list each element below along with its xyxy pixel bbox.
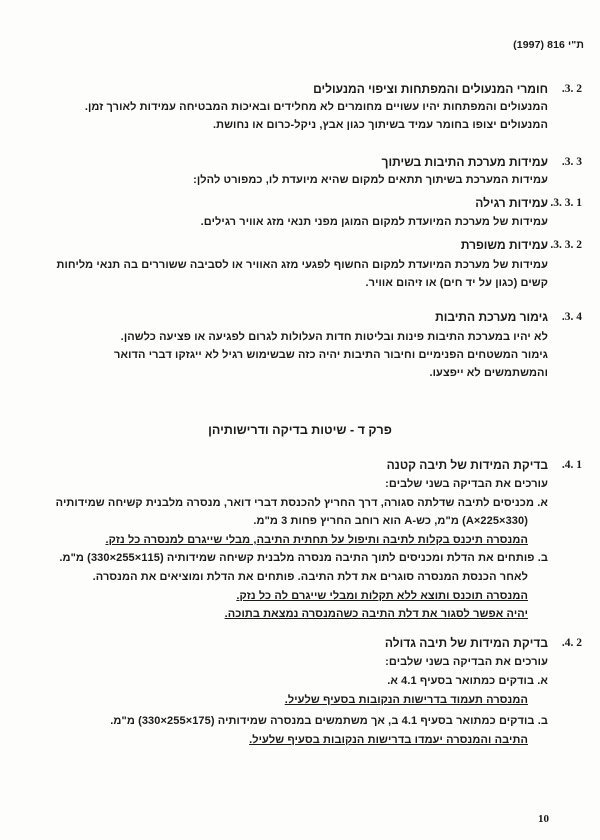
- requirement-line: המנסרה תעמוד בדרישות הנקובות בסעיף שלעיל.: [284, 694, 528, 706]
- requirement-line: התיבה והמנסרה יעמדו בדרישות הנקובות בסעיף שלעיל.: [249, 734, 528, 746]
- standard-header: ת"י 816 (1997): [513, 39, 584, 51]
- body-line: גימור המשטחים הפנימיים וחיבור התיבות יהיה כזה שבשימוש רגיל לא ייגזקו דברי הדואר: [114, 349, 548, 361]
- body-line: המנעולים יצופו בחומר עמיד בשיתוך כגון אבץ, ניקל-כרום או נחושת.: [212, 119, 548, 131]
- section-number-4-1: .4. 1: [561, 459, 582, 471]
- section-title-3-2: חומרי המנעולים והמפתחות וציפוי המנעולים: [313, 82, 548, 96]
- section-number-3-4: .3. 4: [561, 311, 582, 323]
- body-line: לא יהיו במערכת התיבות פינות ובליטות חדות העלולות לגרום לפגיעה או פציעה כלשהן.: [120, 331, 548, 343]
- body-line: לאחר הכנסת המנסרה סוגרים את דלת התיבה. פותחים את הדלת ומוציאים את המנסרה.: [92, 571, 528, 583]
- body-line: עורכים את הבדיקה בשני שלבים:: [385, 478, 548, 490]
- body-line: המנעולים והמפתחות יהיו עשויים מחומרים לא מחלידים ובאיכות המבטיחה עמידות לאורך זמן.: [84, 101, 548, 113]
- section-title-4-1: בדיקת המידות של תיבה קטנה: [386, 458, 548, 472]
- section-number-3-3: .3. 3: [561, 156, 582, 168]
- body-line: עמידות של מערכת המיועדת למקום המוגן מפני תנאי מזג אוויר רגילים.: [200, 216, 548, 228]
- section-title-4-2: בדיקת המידות של תיבה גדולה: [384, 636, 548, 650]
- requirement-line: המנסרה תיכנס בקלות לתיבה ותיפול על תחתית התיבה, מבלי שייגרם למנסרה כל נזק.: [105, 534, 528, 546]
- body-line: קשים (כגון על יד חים) או זיהום אוויר.: [365, 277, 548, 289]
- section-title-3-3: עמידות מערכת התיבות בשיתוך: [381, 155, 548, 169]
- section-number-3-3-1: .3. 3. 1: [550, 197, 582, 209]
- list-item-a: א. מכניסים לתיבה שדלתה סגורה, דרך החריץ להכנסת דברי דואר, מנסרה מלבנית קשיחה שמידותיה: [55, 497, 548, 509]
- body-line: עמידות של מערכת המיועדת למקום החשוף לפגעי מזג האוויר או לסביבה ששוררים בה תנאי מליחות: [56, 259, 548, 271]
- list-item-b: ב. פותחים את הדלת ומכניסים לתוך התיבה מנסרה מלבנית קשיחה שמידותיה (115×255×330) מ"מ.: [59, 552, 548, 564]
- list-item-b: ב. בודקים כמתואר בסעיף 4.1 ב, אך משתמשים במנסרה שמידותיה (175×255×330) מ"מ.: [110, 715, 548, 727]
- section-number-3-3-2: .3. 3. 2: [550, 239, 582, 251]
- body-line: עורכים את הבדיקה בשני שלבים:: [385, 656, 548, 668]
- body-line: עמידות המערכת בשיתוך תתאים למקום שהיא מיועדת לו, כמפורט להלן:: [193, 174, 548, 186]
- section-title-3-3-2: עמידות משופרת: [460, 238, 548, 252]
- section-title-3-3-1: עמידות רגילה: [475, 196, 548, 210]
- body-line: והמשתמשים לא ייפצעו.: [429, 367, 548, 379]
- chapter-title: פרק ד - שיטות בדיקה ודרישותיהן: [208, 423, 392, 437]
- page-number: 10: [538, 813, 549, 825]
- body-line: (A×225×330) מ"מ, כש-A הוא רוחב החריץ פחות 3 מ"מ.: [253, 515, 528, 527]
- requirement-line: המנסרה תוכנס ותוצא ללא תקלות ומבלי שייגרם לה כל נזק.: [236, 590, 528, 602]
- section-number-4-2: .4. 2: [561, 637, 582, 649]
- section-title-3-4: גימור מערכת התיבות: [435, 310, 548, 324]
- requirement-line: יהיה אפשר לסגור את דלת התיבה כשהמנסרה נמצאת בתוכה.: [224, 608, 528, 620]
- section-number-3-2: .3. 2: [561, 83, 582, 95]
- list-item-a: א. בודקים כמתואר בסעיף 4.1 א.: [387, 675, 548, 687]
